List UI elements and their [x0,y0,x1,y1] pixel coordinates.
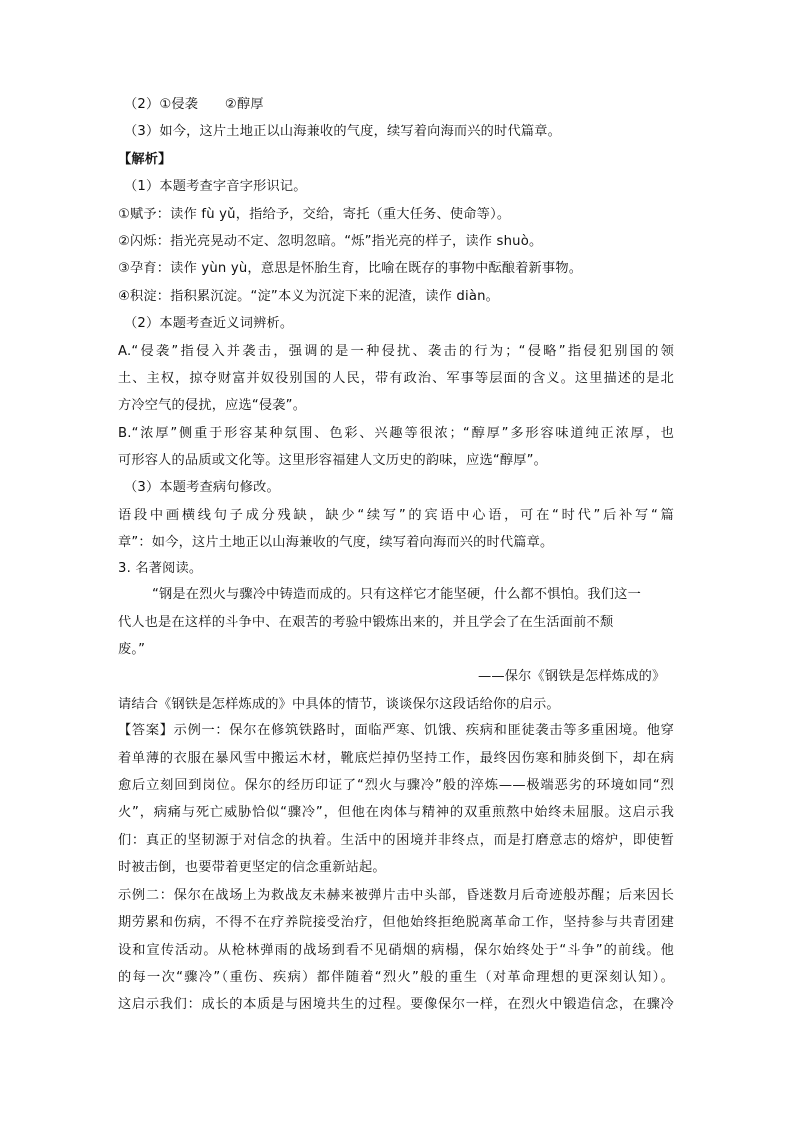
answer-line-3: （3）如今，这片土地正以山海兼收的气度，续写着向海而兴的时代篇章。 [124,124,561,139]
analysis-item-3-line-1: 语段中画横线句子成分残缺，缺少“续写”的宾语中心语，可在“时代”后补写“篇 [118,508,674,523]
analysis-item-1-d: ④积淀：指积累沉淀。“淀”本义为沉淀下来的泥渣，读作 diàn。 [118,289,500,304]
analysis-item-2-b-line-2: 可形容人的品质或文化等。这里形容福建人文历史的韵味，应选“醇厚”。 [118,453,548,468]
analysis-item-1-c: ③孕育：读作 yùn yù，意思是怀胎生育，比喻在既存的事物中酝酿着新事物。 [118,261,583,276]
answer-example-2-line-4: 的每一次“骤冷”（重伤、疾病）都伴随着“烈火”般的重生（对革命理想的更深刻认知）。 [118,970,674,985]
quote-line-3: 废。” [118,642,146,657]
answer-example-1-line-1: 【答案】示例一：保尔在修筑铁路时，面临严寒、饥饿、疾病和匪徒袭击等多重困境。他穿 [118,723,674,738]
answer-example-1-line-3: 愈后立刻回到岗位。保尔的经历印证了“烈火与骤冷”般的淬炼——极端恶劣的环境如同“烈 [118,778,674,793]
analysis-item-3-heading: （3）本题考查病句修改。 [124,480,280,495]
analysis-item-2-heading: （2）本题考查近义词辨析。 [124,316,294,331]
answer-example-2-line-5: 这启示我们：成长的本质是与困境共生的过程。要像保尔一样，在烈火中锻造信念，在骤冷 [118,997,674,1012]
answer-example-2-line-1: 示例二：保尔在战场上为救战友未赫来被弹片击中头部，昏迷数月后奇迹般苏醒；后来因长 [118,888,674,903]
answer-example-1-line-2: 着单薄的衣服在暴风雪中搬运木材，靴底烂掉仍坚持工作，最终因伤寒和肺炎倒下，却在病 [118,751,674,766]
answer-example-2-line-2: 期劳累和伤病，不得不在疗养院接受治疗，但他始终拒绝脱离革命工作，坚持参与共青团建 [118,915,674,930]
analysis-item-1-heading: （1）本题考查字音字形识记。 [124,179,307,194]
analysis-item-2-b-line-1: B.“浓厚”侧重于形容某种氛围、色彩、兴趣等很浓；“醇厚”多形容味道纯正浓厚，也 [118,426,674,441]
analysis-item-3-line-2: 章”：如今，这片土地正以山海兼收的气度，续写着向海而兴的时代篇章。 [118,535,554,550]
analysis-item-2-a-line-3: 方冷空气的侵扰，应选“侵袭”。 [118,398,307,413]
answer-example-2-line-3: 设和宣传活动。从枪林弹雨的战场到看不见硝烟的病榻，保尔始终处于“斗争”的前线。他 [118,943,674,958]
answer-example-1-line-4: 火”，病痛与死亡威胁恰似“骤冷”，但他在肉体与精神的双重煎熬中始终未屈服。这启示我 [118,805,674,820]
analysis-heading: 【解析】 [118,152,172,167]
quote-attribution: ——保尔《钢铁是怎样炼成的》 [478,669,666,684]
analysis-item-2-a-line-2: 土、主权，掠夺财富并奴役别国的人民，带有政治、军事等层面的含义。这里描述的是北 [118,371,674,386]
analysis-item-1-b: ②闪烁：指光亮晃动不定、忽明忽暗。“烁”指光亮的样子，读作 shuò。 [118,234,543,249]
answer-line-2: （2）①侵袭 ②醇厚 [124,97,264,112]
analysis-item-1-a: ①赋予：读作 fù yǔ，指给予，交给，寄托（重大任务、使命等）。 [118,207,511,222]
question-3-heading: 3. 名著阅读。 [118,561,203,576]
question-3-prompt: 请结合《钢铁是怎样炼成的》中具体的情节，谈谈保尔这段话给你的启示。 [118,697,560,712]
quote-line-2: 代人也是在这样的斗争中、在艰苦的考验中锻炼出来的，并且学会了在生活面前不颓 [118,615,614,630]
analysis-item-2-a-line-1: A.“侵袭”指侵入并袭击，强调的是一种侵扰、袭击的行为；“侵略”指侵犯别国的领 [118,344,674,359]
quote-line-1: “钢是在烈火与骤冷中铸造而成的。只有这样它才能坚硬，什么都不惧怕。我们这一 [152,587,641,602]
answer-example-1-line-6: 时被击倒，也要带着更坚定的信念重新站起。 [118,860,386,875]
answer-example-1-line-5: 们：真正的坚韧源于对信念的执着。生活中的困境并非终点，而是打磨意志的熔炉，即使暂 [118,833,674,848]
